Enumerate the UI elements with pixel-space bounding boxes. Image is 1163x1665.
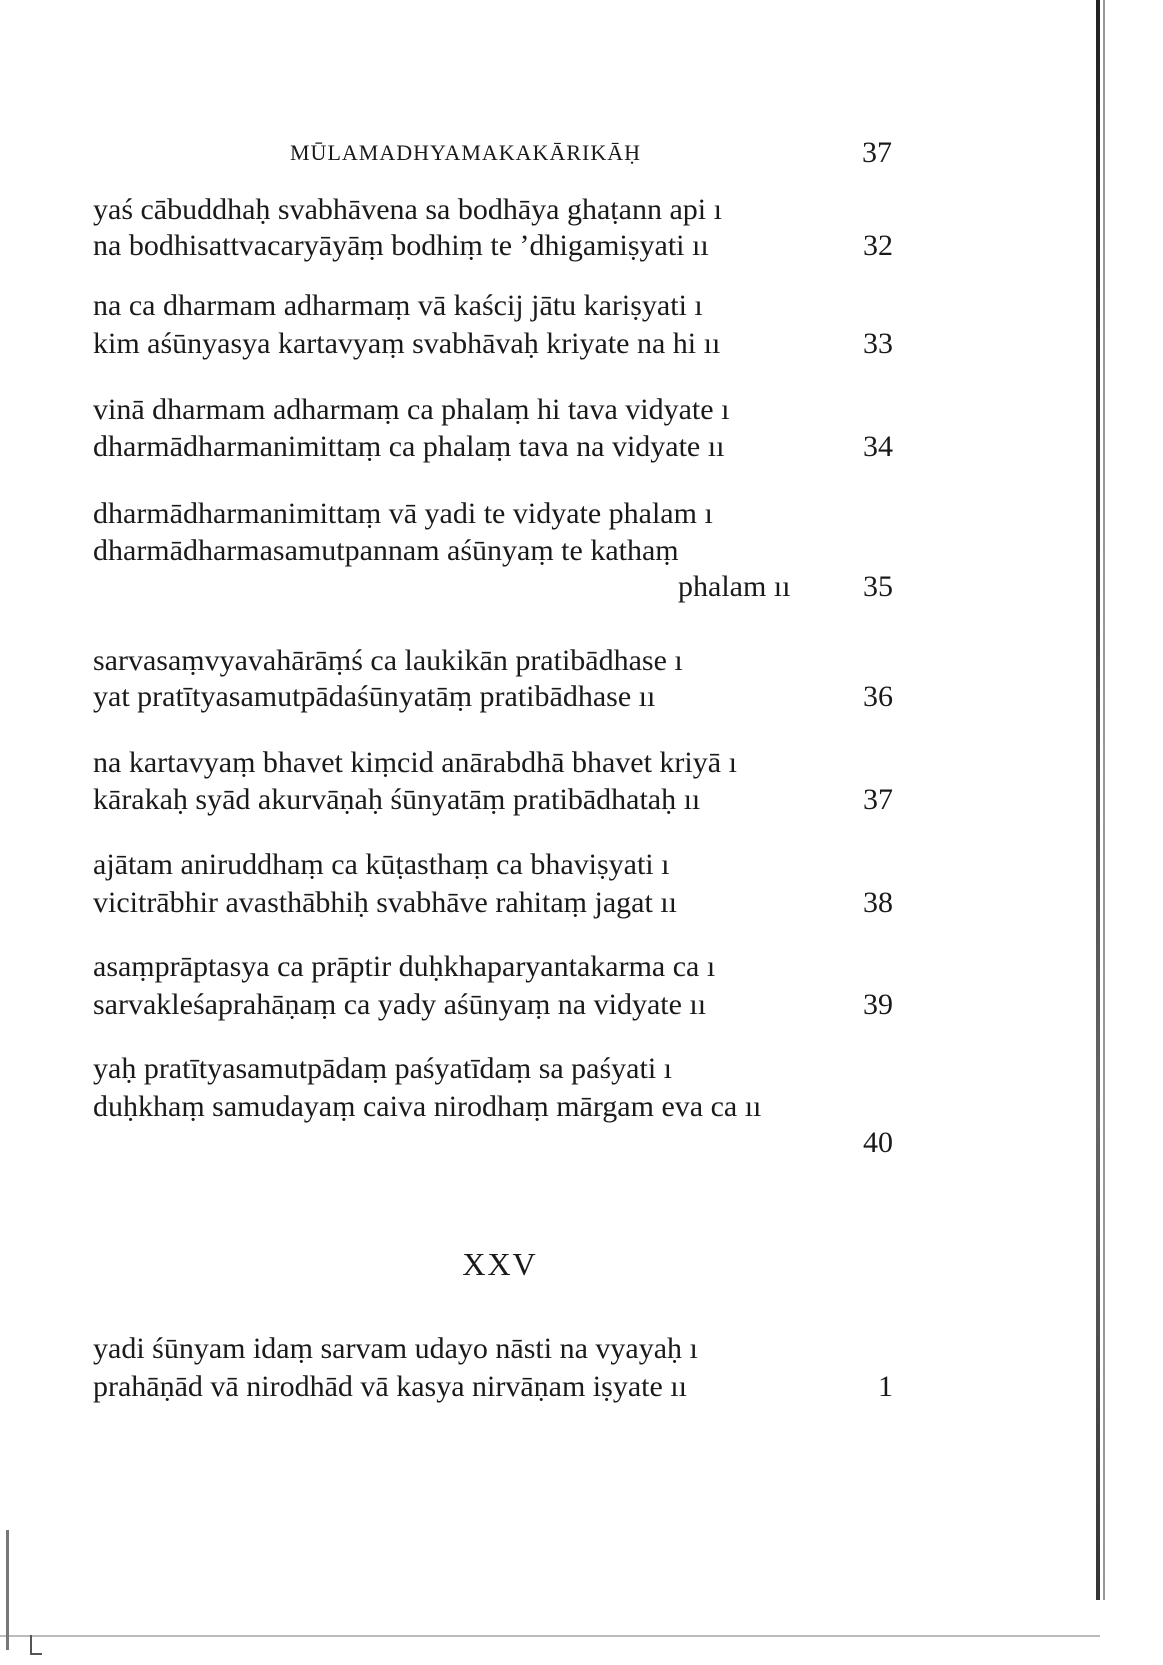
chapter-verse-1-line-1: yadi śūnyam idaṃ sarvam udayo nāsti na vyayaḥ ı — [93, 1332, 698, 1365]
verse-number: 1 — [878, 1370, 893, 1403]
verse-34-line-2: dharmādharmanimittaṃ ca phalaṃ tava na vidyate ıı 34 — [93, 428, 893, 466]
verse-number: 38 — [863, 886, 893, 919]
page-number: 37 — [862, 136, 892, 169]
verse-40-line-3 — [93, 1124, 893, 1162]
verse-35-line-2: dharmādharmasamutpannam aśūnyaṃ te kathaṃ — [93, 534, 679, 567]
chapter-verse-1-line-2: prahāṇād vā nirodhād vā kasya nirvāṇam iṣyate ıı 1 — [93, 1368, 893, 1406]
verse-40-line-2: duḥkhaṃ samudayaṃ caiva nirodhaṃ mārgam eva ca ıı — [93, 1090, 762, 1123]
verse-33-line-1: na ca dharmam adharmaṃ vā kaścij jātu kariṣyati ı — [93, 289, 703, 322]
verse-36-line-2: yat pratītyasamutpādaśūnyatāṃ pratibādhase ıı 36 — [93, 678, 893, 716]
verse-37-line-1: na kartavyaṃ bhavet kiṃcid anārabdhā bhavet kriyā ı — [93, 746, 737, 779]
scan-bottom-edge — [0, 1635, 1100, 1637]
verse-32-line-2: na bodhisattvacaryāyāṃ bodhiṃ te ’dhigamiṣyati ıı 32 — [93, 227, 893, 265]
verse-number: 32 — [863, 229, 893, 262]
verse-number: 40 — [863, 1126, 893, 1159]
scan-corner-mark — [30, 1635, 42, 1655]
running-title: MŪLAMADHYAMAKAKĀRIKĀḤ — [290, 140, 641, 165]
verse-number: 35 — [863, 570, 893, 603]
verse-40-line-1: yaḥ pratītyasamutpādaṃ paśyatīdaṃ sa paśyati ı — [93, 1052, 672, 1085]
verse-number: 37 — [863, 783, 893, 816]
verse-number: 36 — [863, 680, 893, 713]
verse-38-line-2: vicitrābhir avasthābhiḥ svabhāve rahitaṃ jagat ıı 38 — [93, 884, 893, 922]
scan-left-edge — [6, 1530, 9, 1650]
verse-number: 34 — [863, 430, 893, 463]
running-header — [290, 136, 892, 172]
verse-number: 39 — [863, 988, 893, 1021]
verse-36-line-1: sarvasaṃvyavahārāṃś ca laukikān pratibādhase ı — [93, 644, 683, 677]
verse-number: 33 — [863, 327, 893, 360]
verse-37-line-2: kārakaḥ syād akurvāṇaḥ śūnyatāṃ pratibādhataḥ ıı 37 — [93, 781, 893, 819]
scan-binding-edge — [1096, 0, 1100, 1600]
verse-32-line-1: yaś cābuddhaḥ svabhāvena sa bodhāya ghaṭann api ı — [93, 193, 722, 226]
verse-34-line-1: vinā dharmam adharmaṃ ca phalaṃ hi tava vidyate ı — [93, 393, 730, 426]
verse-39-line-1: asaṃprāptasya ca prāptir duḥkhaparyantakarma ca ı — [93, 950, 716, 983]
scan-binding-edge-light — [1103, 0, 1105, 1600]
verse-38-line-1: ajātam aniruddhaṃ ca kūṭasthaṃ ca bhaviṣyati ı — [93, 848, 670, 881]
verse-35-line-1: dharmādharmanimittaṃ vā yadi te vidyate phalam ı — [93, 497, 713, 530]
chapter-heading: XXV — [462, 1246, 538, 1282]
verse-39-line-2: sarvakleśaprahāṇaṃ ca yady aśūnyaṃ na vidyate ıı 39 — [93, 986, 893, 1024]
verse-33-line-2: kim aśūnyasya kartavyaṃ svabhāvaḥ kriyate na hi ıı 33 — [93, 325, 893, 363]
verse-35-line-3: phalam ıı 35 — [93, 568, 893, 606]
